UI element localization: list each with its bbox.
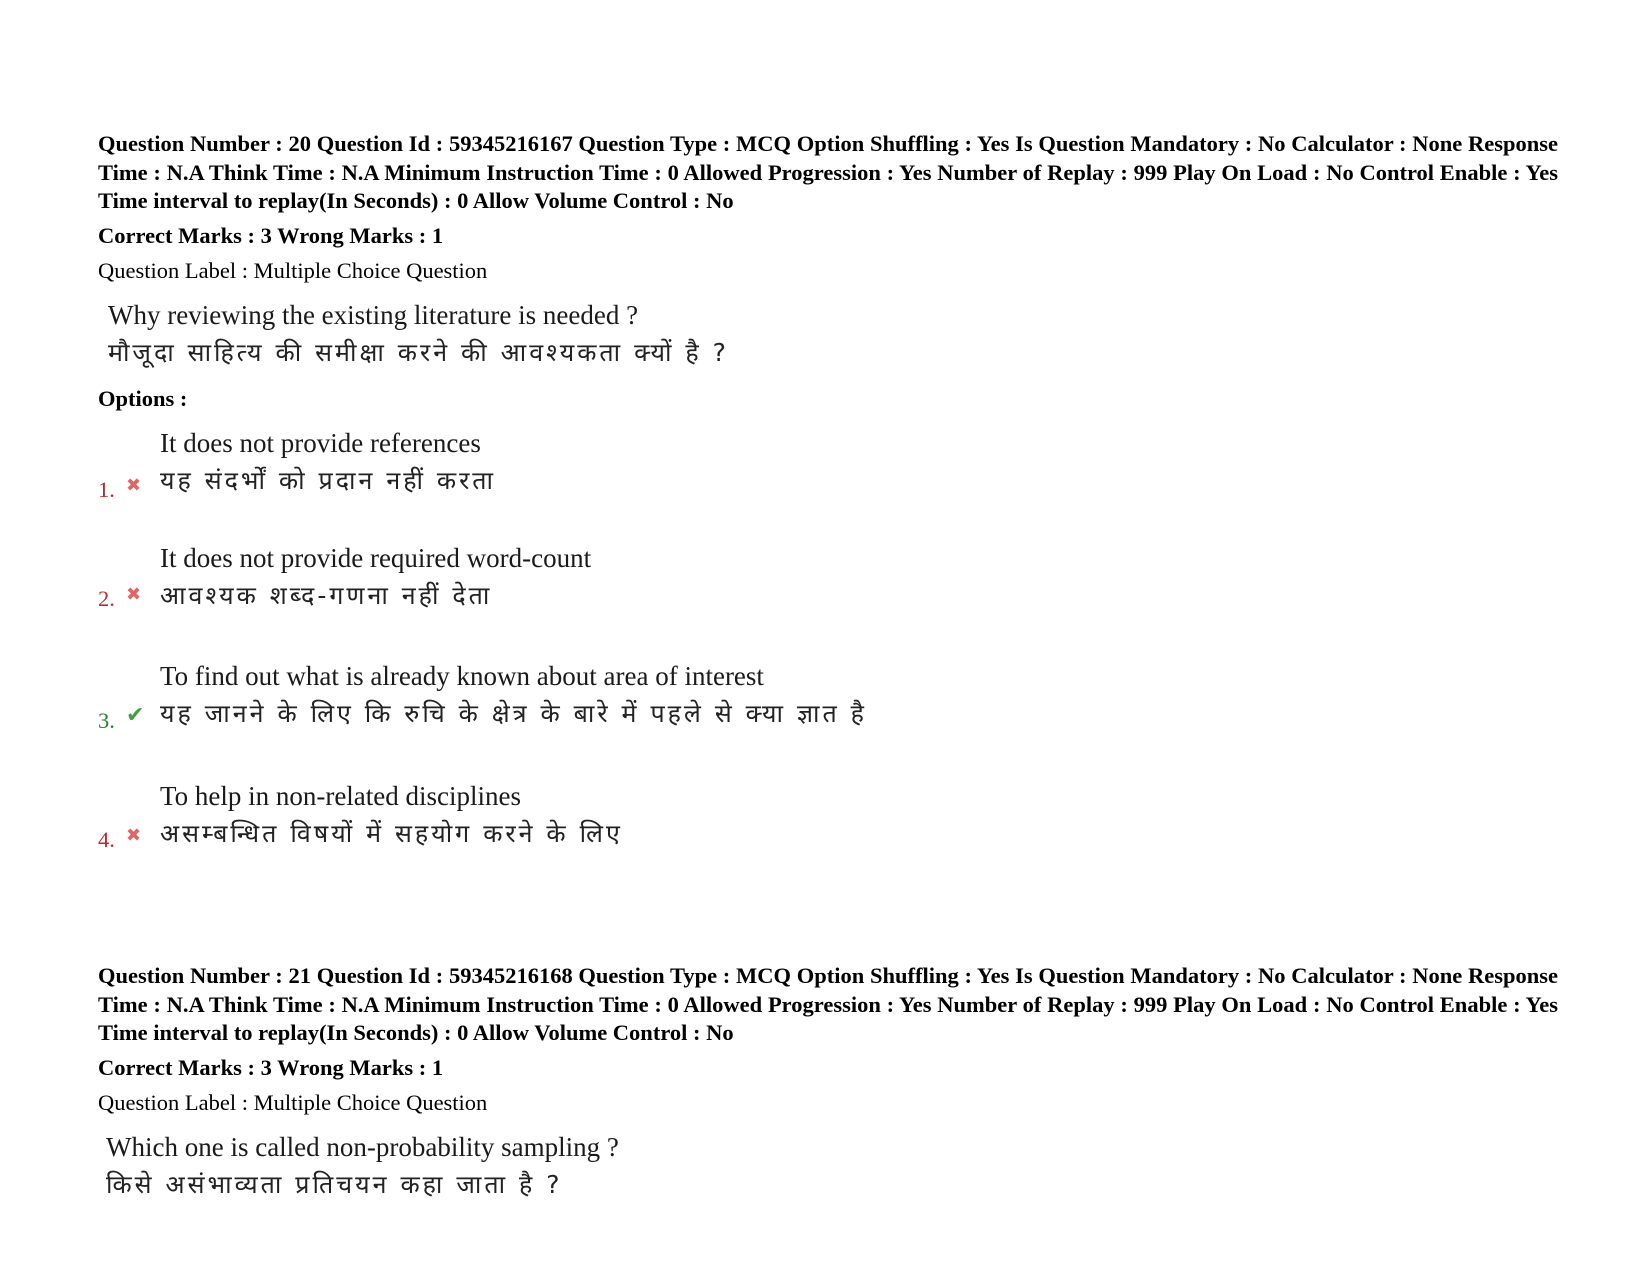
question-block-21 (98, 962, 1558, 1203)
option-text-hindi: यह संदर्भों को प्रदान नहीं करता (160, 465, 497, 495)
question-text (98, 1129, 1558, 1203)
wrong-mark-icon: ✖ (126, 474, 142, 496)
question-text (98, 297, 1558, 371)
question-meta: Question Number : 20 Question Id : 59345216167 Question Type : MCQ Option Shuffling : Yes Is Question Mandatory : No Calculator : None Response Time : N.A Think Time : N.A Minimum Instruction Time : 0 Allowed Progression : Yes Number of Replay : 999 Play On Load : No Control Enable : Yes Time interval to replay(In Seconds) : 0 Allow Volume Control : No (98, 131, 1558, 213)
question-text-hindi: मौजूदा साहित्य की समीक्षा करने की आवश्यकता क्यों है ? (108, 337, 729, 367)
wrong-mark-icon: ✖ (126, 824, 142, 846)
wrong-mark-icon: ✖ (126, 583, 142, 605)
option-1 (98, 425, 1558, 540)
question-marks: Correct Marks : 3 Wrong Marks : 1 (98, 222, 444, 248)
option-number: 3. (98, 707, 115, 733)
question-text-english: Which one is called non-probability sampling ? (106, 1131, 619, 1162)
option-text-hindi: यह जानने के लिए कि रुचि के क्षेत्र के बारे में पहले से क्या ज्ञात है (160, 698, 867, 728)
option-text-english: It does not provide references (160, 427, 481, 458)
question-block-20 (98, 130, 1558, 878)
option-text-hindi: आवश्यक शब्द-गणना नहीं देता (160, 580, 493, 610)
option-text-hindi: असम्बन्धित विषयों में सहयोग करने के लिए (160, 818, 623, 848)
option-text-english: It does not provide required word-count (160, 542, 592, 573)
question-meta: Question Number : 21 Question Id : 59345216168 Question Type : MCQ Option Shuffling : Yes Is Question Mandatory : No Calculator : None Response Time : N.A Think Time : N.A Minimum Instruction Time : 0 Allowed Progression : Yes Number of Replay : 999 Play On Load : No Control Enable : Yes Time interval to replay(In Seconds) : 0 Allow Volume Control : No (98, 963, 1558, 1045)
option-3 (98, 658, 1558, 778)
check-mark-icon: ✔ (126, 702, 145, 728)
option-text (160, 778, 623, 852)
option-text-english: To find out what is already known about area of interest (160, 660, 764, 691)
option-text (160, 540, 591, 614)
option-number: 2. (98, 585, 115, 611)
question-marks: Correct Marks : 3 Wrong Marks : 1 (98, 1054, 444, 1080)
options-heading: Options : (98, 385, 188, 411)
option-number: 1. (98, 476, 115, 502)
question-label: Question Label : Multiple Choice Question (98, 257, 488, 283)
option-4 (98, 778, 1558, 878)
question-label: Question Label : Multiple Choice Question (98, 1089, 488, 1115)
option-number: 4. (98, 826, 115, 852)
option-text (160, 425, 496, 499)
option-text-english: To help in non-related disciplines (160, 780, 522, 811)
question-text-hindi: किसे असंभाव्यता प्रतिचयन कहा जाता है ? (106, 1169, 563, 1199)
option-2 (98, 540, 1558, 658)
option-text (160, 658, 867, 732)
question-text-english: Why reviewing the existing literature is needed ? (108, 299, 639, 330)
